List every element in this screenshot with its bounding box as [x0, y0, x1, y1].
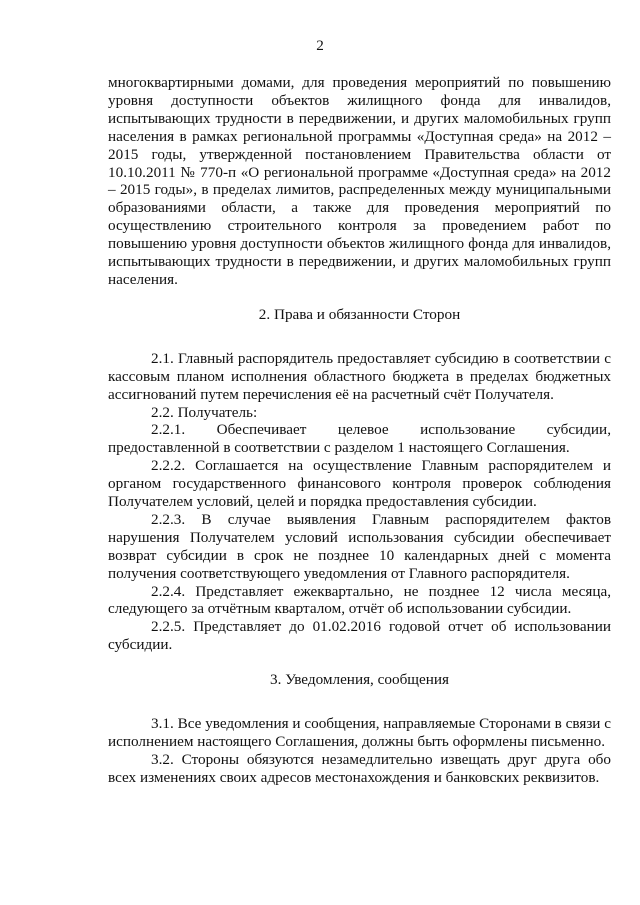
paragraph-3-2: 3.2. Стороны обязуются незамедлительно извещать друг друга обо всех изменениях своих адресов местонахождения и банковских реквизитов. [108, 750, 611, 786]
page-number: 2 [316, 37, 324, 54]
paragraph-2-2-2: 2.2.2. Соглашается на осуществление Главным распорядителем и органом государственного финансового контроля проверок соблюдения Получателем условий, целей и порядка предоставления субсидии. [108, 457, 611, 511]
document-body [108, 74, 611, 787]
intro-paragraph: многоквартирными домами, для проведения мероприятий по повышению уровня доступности объектов жилищного фонда для инвалидов, испытывающих трудности в передвижении, и других маломобильных групп населения в рамках региональной программы «Доступная среда» на 2012 – 2015 годы, утвержденной постановлением Правительства области от 10.10.2011 № 770-п «О региональной программе «Доступная среда» на 2012 – 2015 годы», в пределах лимитов, распределенных между муниципальными образованиями области, а также для проведения мероприятий по осуществлению строительного контроля за проведением работ по повышению уровня доступности объектов жилищного фонда для инвалидов, испытывающих трудности в передвижении, и других маломобильных групп населения. [108, 74, 611, 288]
section-3-heading: 3. Уведомления, сообщения [270, 671, 449, 689]
paragraph-2-2-3: 2.2.3. В случае выявления Главным распорядителем фактов нарушения Получателем условий использования субсидии обеспечивает возврат субсидии в срок не позднее 10 календарных дней с момента получения соответствующего уведомления от Главного распорядителя. [108, 510, 611, 582]
paragraph-2-2-5: 2.2.5. Представляет до 01.02.2016 годовой отчет об использовании субсидии. [108, 618, 611, 654]
section-2-heading: 2. Права и обязанности Сторон [258, 305, 461, 323]
paragraph-2-2: 2.2. Получатель: [151, 403, 258, 421]
paragraph-2-1: 2.1. Главный распорядитель предоставляет субсидию в соответствии с кассовым планом исполнения областного бюджета в пределах бюджетных ассигнований путем перечисления её на расчетный счёт Получателя. [108, 349, 611, 403]
paragraph-2-2-4: 2.2.4. Представляет ежеквартально, не позднее 12 числа месяца, следующего за отчётным кварталом, отчёт об использовании субсидии. [108, 582, 611, 618]
paragraph-2-2-1: 2.2.1. Обеспечивает целевое использование субсидии, предоставленной в соответствии с разделом 1 настоящего Соглашения. [108, 421, 611, 457]
paragraph-3-1: 3.1. Все уведомления и сообщения, направляемые Сторонами в связи с исполнением настоящего Соглашения, должны быть оформлены письменно. [108, 715, 611, 750]
